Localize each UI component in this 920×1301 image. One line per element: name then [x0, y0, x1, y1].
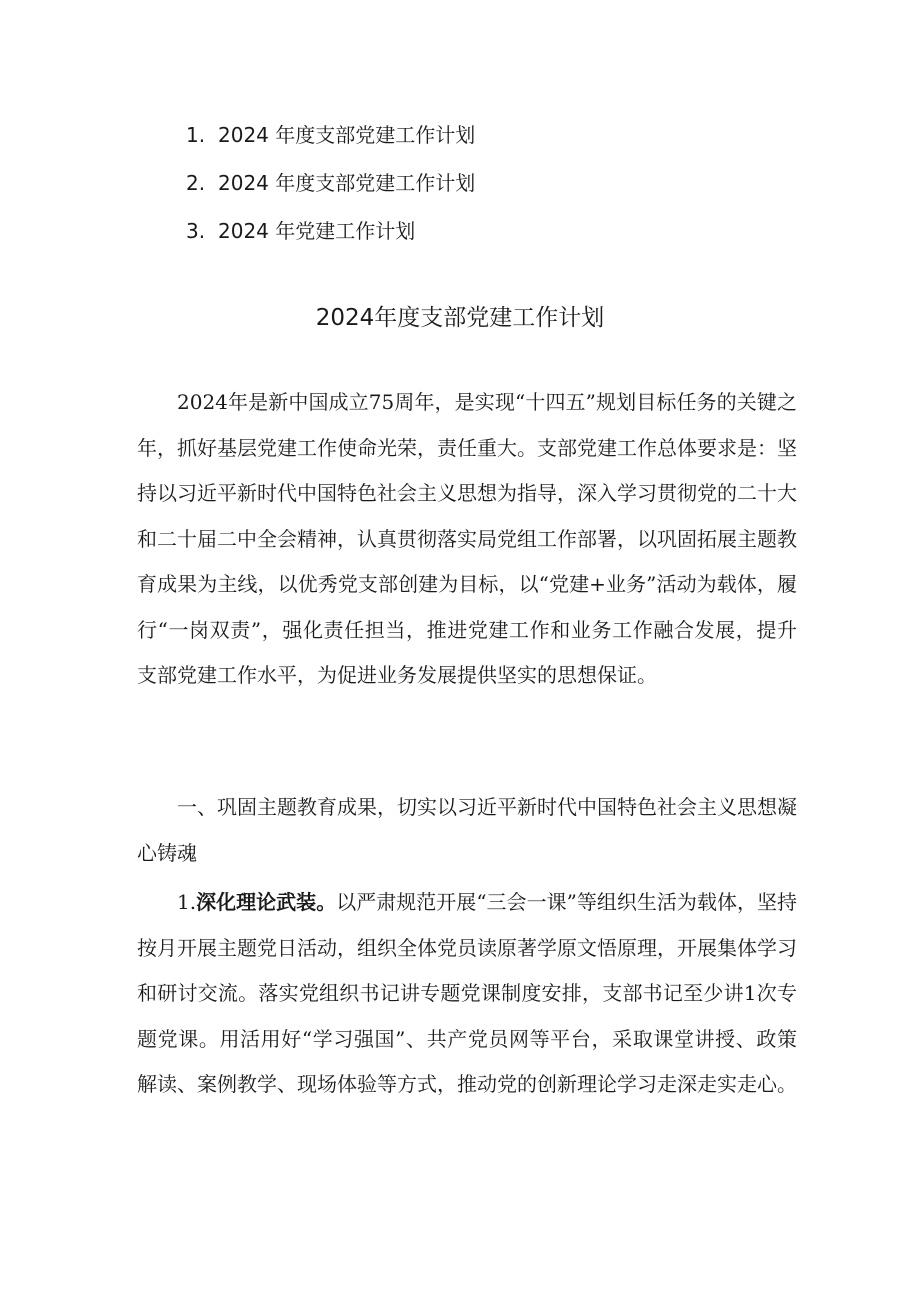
document-title: 2024年度支部党建工作计划	[315, 305, 605, 331]
item-bold-lead: 深化理论武装。	[196, 890, 337, 914]
item-paragraph	[137, 880, 797, 1108]
toc-number: 2.	[186, 171, 206, 195]
toc-item[interactable]	[186, 218, 475, 244]
table-of-contents	[186, 122, 475, 266]
toc-item[interactable]	[186, 170, 475, 196]
item-body: 以严肃规范开展“三会一课”等组织生活为载体，坚持按月开展主题党日活动，组织全体党员读原著学原文悟原理，开展集体学习和研讨交流。落实党组织书记讲专题党课制度安排，支部书记至少讲1次专题党课。用活用好“学习强国”、共产党员网等平台，采取课堂讲授、政策解读、案例教学、现场体验等方式，推动党的创新理论学习走深走实走心。	[137, 890, 798, 1096]
toc-number: 3.	[186, 219, 206, 243]
toc-number: 1.	[186, 123, 206, 147]
toc-text: 2024 年党建工作计划	[218, 219, 416, 243]
toc-item[interactable]	[186, 122, 475, 148]
section-heading: 一、巩固主题教育成果，切实以习近平新时代中国特色社会主义思想凝心铸魂	[137, 795, 797, 865]
intro-paragraph: 2024年是新中国成立75周年，是实现“十四五”规划目标任务的关键之年，抓好基层党建工作使命光荣，责任重大。支部党建工作总体要求是：坚持以习近平新时代中国特色社会主义思想为指导，深入学习贯彻党的二十大和二十届二中全会精神，认真贯彻落实局党组工作部署，以巩固拓展主题教育成果为主线，以优秀党支部创建为目标，以“党建+业务”活动为载体，履行“一岗双责”，强化责任担当，推进党建工作和业务工作融合发展，提升支部党建工作水平，为促进业务发展提供坚实的思想保证。	[137, 390, 797, 687]
toc-text: 2024 年度支部党建工作计划	[218, 171, 476, 195]
item-number: 1.	[177, 890, 197, 914]
toc-text: 2024 年度支部党建工作计划	[218, 123, 476, 147]
